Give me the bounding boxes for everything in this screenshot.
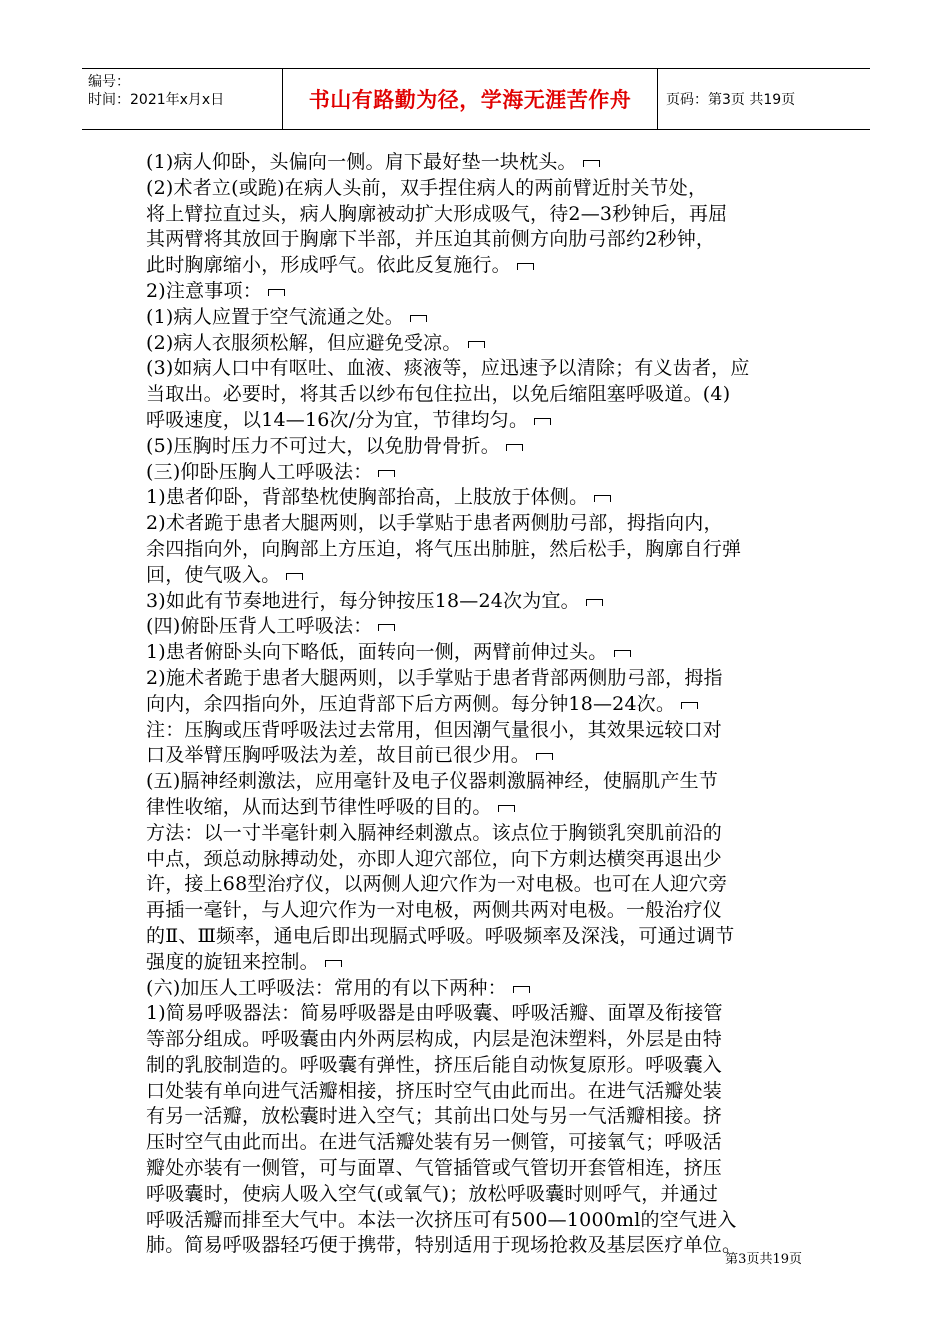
paragraph-mark-icon [614, 650, 631, 657]
paragraph-mark-icon [534, 418, 551, 425]
body-line: 1)简易呼吸器法：简易呼吸器是由呼吸囊、呼吸活瓣、面罩及衔接管 [146, 1002, 723, 1025]
body-line: 的Ⅱ、Ⅲ频率，通电后即出现膈式呼吸。呼吸频率及深浅，可通过调节 [146, 924, 735, 947]
body-line: 回，使气吸入。 [146, 563, 812, 589]
header-time-label: 时间：2021年x月x日 [88, 92, 225, 108]
body-line: 3)如此有节奏地进行，每分钟按压18—24次为宜。 [146, 589, 812, 615]
paragraph-mark-icon [378, 470, 395, 477]
body-line: (5)压胸时压力不可过大，以免肋骨骨折。 [146, 434, 812, 460]
body-line: 余四指向外，向胸部上方压迫，将气压出肺脏，然后松手，胸廓自行弹 [146, 537, 742, 560]
body-line: (3)如病人口中有呕吐、血液、痰液等，应迅速予以清除；有义齿者，应 [146, 357, 750, 380]
paragraph-mark-icon [286, 573, 303, 580]
body-line: 1)患者俯卧头向下略低，面转向一侧，两臂前伸过头。 [146, 640, 812, 666]
body-line: 当取出。必要时，将其舌以纱布包住拉出，以免后缩阻塞呼吸道。(4) [146, 383, 731, 406]
paragraph-mark-icon [498, 805, 515, 812]
paragraph-mark-icon [410, 315, 427, 322]
body-line: (六)加压人工呼吸法：常用的有以下两种： [146, 976, 812, 1002]
body-line: 强度的旋钮来控制。 [146, 950, 812, 976]
paragraph-mark-icon [517, 263, 534, 270]
body-line: 律性收缩，从而达到节律性呼吸的目的。 [146, 795, 812, 821]
body-line: (五)膈神经刺激法，应用毫针及电子仪器刺激膈神经，使膈肌产生节 [146, 770, 719, 793]
body-line: 许，接上68型治疗仪，以两侧人迎穴作为一对电极。也可在人迎穴旁 [146, 873, 728, 896]
body-line: (四)俯卧压背人工呼吸法： [146, 614, 812, 640]
body-line: (2)病人衣服须松解，但应避免受凉。 [146, 331, 812, 357]
body-line: 向内，余四指向外，压迫背部下后方两侧。每分钟18—24次。 [146, 692, 812, 718]
body-line: 中点，颈总动脉搏动处，亦即人迎穴部位，向下方刺达横突再退出少 [146, 847, 723, 870]
body-line: 制的乳胶制造的。呼吸囊有弹性，挤压后能自动恢复原形。呼吸囊入 [146, 1053, 723, 1076]
header-motto: 书山有路勤为径，学海无涯苦作舟 [308, 88, 632, 112]
header-motto-cell [283, 69, 658, 129]
body-line: (1)病人仰卧，头偏向一侧。肩下最好垫一块枕头。 [146, 150, 812, 176]
header-page-code-cell [658, 69, 870, 129]
document-header [82, 68, 870, 130]
body-line: 口处装有单向进气活瓣相接，挤压时空气由此而出。在进气活瓣处装 [146, 1079, 723, 1102]
body-line: 瓣处亦装有一侧管，可与面罩、气管插管或气管切开套管相连，挤压 [146, 1157, 723, 1180]
paragraph-mark-icon [268, 289, 285, 296]
body-line: 呼吸囊时，使病人吸入空气(或氧气)；放松呼吸囊时则呼气，并通过 [146, 1182, 719, 1205]
body-line: 2)术者跪于患者大腿两则，以手掌贴于患者两侧肋弓部，拇指向内， [146, 512, 723, 535]
body-line: 其两臂将其放回于胸廓下半部，并压迫其前侧方向肋弓部约2秒钟， [146, 228, 716, 251]
body-line: 将上臂拉直过头，病人胸廓被动扩大形成吸气，待2—3秒钟后，再屈 [146, 202, 728, 225]
paragraph-mark-icon [594, 495, 611, 502]
body-line: 肺。简易呼吸器轻巧便于携带，特别适用于现场抢救及基层医疗单位。 [146, 1234, 742, 1257]
paragraph-mark-icon [536, 753, 553, 760]
paragraph-mark-icon [378, 624, 395, 631]
header-number-label: 编号： [88, 74, 130, 90]
body-line: 有另一活瓣，放松囊时进入空气；其前出口处与另一气活瓣相接。挤 [146, 1105, 723, 1128]
body-line: 呼吸速度，以14—16次/分为宜，节律均匀。 [146, 408, 812, 434]
body-line: 再插一毫针，与人迎穴作为一对电极，两侧共两对电极。一般治疗仪 [146, 899, 723, 922]
paragraph-mark-icon [583, 160, 600, 167]
body-line: 2)施术者跪于患者大腿两则，以手掌贴于患者背部两侧肋弓部，拇指 [146, 666, 723, 689]
body-line: (2)术者立(或跪)在病人头前，双手捏住病人的两前臂近肘关节处， [146, 176, 708, 199]
paragraph-mark-icon [586, 599, 603, 606]
page-footer: 第3页共19页 [725, 1252, 802, 1267]
paragraph-mark-icon [513, 986, 530, 993]
header-page-code: 页码：第3页 共19页 [666, 92, 796, 108]
body-line: 呼吸活瓣而排至大气中。本法一次挤压可有500—1000ml的空气进入 [146, 1208, 737, 1231]
body-line: 1)患者仰卧，背部垫枕使胸部抬高，上肢放于体侧。 [146, 485, 812, 511]
body-line: 此时胸廓缩小，形成呼气。依此反复施行。 [146, 253, 812, 279]
body-line: 方法：以一寸半毫针刺入膈神经刺激点。该点位于胸锁乳突肌前沿的 [146, 821, 723, 844]
body-line: 2)注意事项： [146, 279, 812, 305]
document-body [146, 150, 812, 1259]
body-line: 口及举臂压胸呼吸法为差，故目前已很少用。 [146, 743, 812, 769]
body-line: 等部分组成。呼吸囊由内外两层构成，内层是泡沫塑料，外层是由特 [146, 1028, 723, 1051]
paragraph-mark-icon [325, 960, 342, 967]
paragraph-mark-icon [506, 444, 523, 451]
header-meta [82, 69, 283, 129]
body-line: (1)病人应置于空气流通之处。 [146, 305, 812, 331]
body-line: 压时空气由此而出。在进气活瓣处装有另一侧管，可接氧气；呼吸活 [146, 1131, 723, 1154]
paragraph-mark-icon [681, 702, 698, 709]
body-line: 注：压胸或压背呼吸法过去常用，但因潮气量很小，其效果远较口对 [146, 718, 723, 741]
body-line: (三)仰卧压胸人工呼吸法： [146, 460, 812, 486]
paragraph-mark-icon [468, 341, 485, 348]
